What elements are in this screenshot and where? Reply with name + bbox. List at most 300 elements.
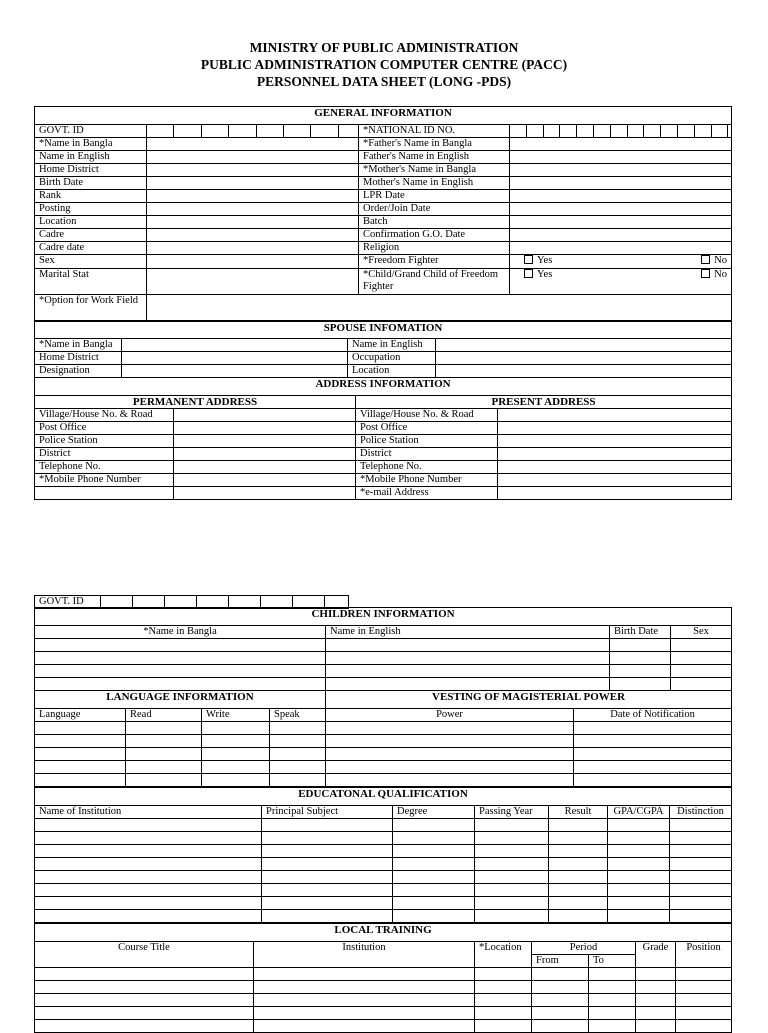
present-address-label: *Mobile Phone Number — [356, 474, 498, 487]
education-cell[interactable] — [262, 845, 393, 858]
language-cell[interactable] — [35, 774, 126, 787]
education-cell[interactable] — [608, 819, 670, 832]
id-digit-box[interactable] — [660, 125, 677, 137]
training-cell[interactable] — [589, 1020, 636, 1033]
child-birth-date-cell[interactable] — [610, 639, 671, 652]
education-cell[interactable] — [262, 832, 393, 845]
child-sex-cell[interactable] — [671, 665, 732, 678]
education-cell[interactable] — [608, 910, 670, 923]
general-left-label: *Option for Work Field — [35, 295, 147, 321]
permanent-address-value[interactable] — [174, 448, 356, 461]
spouse-information-title: SPOUSE INFOMATION — [35, 322, 732, 339]
training-cell[interactable] — [532, 994, 589, 1007]
power-cell[interactable] — [326, 735, 574, 748]
training-cell[interactable] — [636, 994, 676, 1007]
present-address-label: *e-mail Address — [356, 487, 498, 500]
read-cell[interactable] — [126, 748, 202, 761]
education-cell[interactable] — [393, 897, 475, 910]
general-row — [35, 190, 732, 203]
training-cell[interactable] — [676, 968, 732, 981]
training-cell[interactable] — [35, 968, 254, 981]
training-cell[interactable] — [532, 1007, 589, 1020]
child-birth-date-cell[interactable] — [610, 665, 671, 678]
read-cell[interactable] — [126, 761, 202, 774]
general-left-value[interactable] — [147, 255, 359, 269]
spouse-left-label: *Name in Bangla — [35, 339, 122, 352]
education-cell[interactable] — [549, 858, 608, 871]
permanent-address-value[interactable] — [174, 435, 356, 448]
magisterial-col-date: Date of Notification — [574, 709, 732, 722]
general-right-label: *Mother's Name in Bangla — [359, 164, 510, 177]
general-left-value[interactable] — [147, 164, 359, 177]
training-cell[interactable] — [589, 1007, 636, 1020]
education-col-header: Result — [549, 806, 608, 819]
present-address-value[interactable] — [498, 461, 732, 474]
education-cell[interactable] — [35, 858, 262, 871]
id-digit-box[interactable] — [694, 125, 711, 137]
general-row — [35, 216, 732, 229]
general-left-value[interactable] — [147, 151, 359, 164]
national-id-label: *NATIONAL ID NO. — [359, 125, 510, 138]
permanent-address-label: District — [35, 448, 174, 461]
power-cell[interactable] — [326, 722, 574, 735]
id-digit-box[interactable] — [201, 125, 228, 137]
general-left-value[interactable] — [147, 242, 359, 255]
present-address-label: Village/House No. & Road — [356, 409, 498, 422]
notification-date-cell[interactable] — [574, 774, 732, 787]
education-cell[interactable] — [393, 910, 475, 923]
education-cell[interactable] — [670, 897, 732, 910]
training-col-institution: Institution — [254, 942, 475, 968]
training-col-course-title: Course Title — [35, 942, 254, 968]
magisterial-col-power: Power — [326, 709, 574, 722]
general-information-table — [34, 106, 732, 321]
power-cell[interactable] — [326, 774, 574, 787]
general-right-value[interactable] — [510, 229, 732, 242]
permanent-address-label — [35, 487, 174, 500]
education-cell[interactable] — [608, 884, 670, 897]
training-cell[interactable] — [475, 968, 532, 981]
education-table — [34, 787, 732, 923]
child-name-bangla-cell[interactable] — [35, 665, 326, 678]
education-cell[interactable] — [670, 845, 732, 858]
education-cell[interactable] — [393, 845, 475, 858]
education-cell[interactable] — [393, 832, 475, 845]
id-digit-box[interactable] — [338, 125, 359, 137]
general-right-label: Confirmation G.O. Date — [359, 229, 510, 242]
govt-id-boxes[interactable] — [147, 125, 359, 138]
education-title: EDUCATONAL QUALIFICATION — [35, 788, 732, 806]
notification-date-cell[interactable] — [574, 722, 732, 735]
general-left-value[interactable] — [147, 269, 359, 295]
education-col-header: Distinction — [670, 806, 732, 819]
education-cell[interactable] — [608, 845, 670, 858]
speak-cell[interactable] — [270, 774, 326, 787]
general-left-value[interactable] — [147, 229, 359, 242]
training-cell[interactable] — [676, 981, 732, 994]
education-cell[interactable] — [475, 858, 549, 871]
id-digit-box[interactable] — [727, 125, 731, 137]
general-right-value[interactable] — [510, 216, 732, 229]
education-cell[interactable] — [35, 884, 262, 897]
education-cell[interactable] — [475, 897, 549, 910]
govt-id-label: GOVT. ID — [35, 125, 147, 138]
general-information-title: GENERAL INFORMATION — [35, 107, 732, 125]
general-left-label: Rank — [35, 190, 147, 203]
general-left-value[interactable] — [147, 216, 359, 229]
id-digit-box[interactable] — [147, 125, 173, 137]
training-cell[interactable] — [532, 1020, 589, 1033]
spouse-left-value[interactable] — [122, 365, 348, 378]
permanent-address-value[interactable] — [174, 487, 356, 500]
training-cell[interactable] — [589, 994, 636, 1007]
children-col-sex: Sex — [671, 626, 732, 639]
child-name-english-cell[interactable] — [326, 639, 610, 652]
notification-date-cell[interactable] — [574, 761, 732, 774]
education-cell[interactable] — [475, 910, 549, 923]
form-title: PERSONNEL DATA SHEET (LONG -PDS) — [256, 74, 512, 89]
id-digit-box[interactable] — [228, 125, 255, 137]
general-left-label: Name in English — [35, 151, 147, 164]
checkbox-icon[interactable] — [701, 255, 710, 264]
read-cell[interactable] — [126, 735, 202, 748]
magisterial-power-title: VESTING OF MAGISTERIAL POWER — [326, 691, 732, 709]
general-row — [35, 242, 732, 255]
yes-option[interactable] — [524, 255, 552, 267]
permanent-address-value[interactable] — [174, 461, 356, 474]
child-birth-date-cell[interactable] — [610, 678, 671, 691]
education-cell[interactable] — [262, 858, 393, 871]
education-col-header: Passing Year — [475, 806, 549, 819]
children-col-name-bangla: *Name in Bangla — [35, 626, 326, 639]
id-digit-box[interactable] — [593, 125, 610, 137]
ministry-title: MINISTRY OF PUBLIC ADMINISTRATION — [249, 40, 519, 55]
education-cell[interactable] — [35, 910, 262, 923]
education-col-header: Name of Institution — [35, 806, 262, 819]
id-digit-box[interactable] — [643, 125, 660, 137]
child-name-bangla-cell[interactable] — [35, 639, 326, 652]
id-digit-box[interactable] — [510, 125, 526, 137]
training-cell[interactable] — [254, 1007, 475, 1020]
general-right-value[interactable] — [510, 177, 732, 190]
yes-label: Yes — [537, 255, 553, 266]
training-cell[interactable] — [475, 1020, 532, 1033]
education-cell[interactable] — [549, 871, 608, 884]
training-cell[interactable] — [254, 968, 475, 981]
present-address-value[interactable] — [498, 474, 732, 487]
education-cell[interactable] — [475, 832, 549, 845]
page2-main-table — [34, 607, 732, 787]
training-cell[interactable] — [475, 981, 532, 994]
present-address-label: Telephone No. — [356, 461, 498, 474]
education-cell[interactable] — [393, 884, 475, 897]
education-cell[interactable] — [262, 871, 393, 884]
checkbox-icon[interactable] — [524, 269, 533, 278]
children-col-name-english: Name in English — [326, 626, 610, 639]
general-right-value[interactable] — [510, 164, 732, 177]
child-name-bangla-cell[interactable] — [35, 678, 326, 691]
training-col-location: *Location — [475, 942, 532, 968]
spouse-right-value[interactable] — [436, 365, 732, 378]
language-cell[interactable] — [35, 735, 126, 748]
training-cell[interactable] — [636, 968, 676, 981]
general-row — [35, 229, 732, 242]
education-cell[interactable] — [35, 871, 262, 884]
general-right-label: LPR Date — [359, 190, 510, 203]
id-digit-box[interactable] — [543, 125, 560, 137]
education-cell[interactable] — [549, 910, 608, 923]
write-cell[interactable] — [202, 748, 270, 761]
education-cell[interactable] — [670, 910, 732, 923]
speak-cell[interactable] — [270, 748, 326, 761]
spouse-right-label: Name in English — [348, 339, 436, 352]
present-address-value[interactable] — [498, 435, 732, 448]
general-left-label: Marital Stat — [35, 269, 147, 295]
present-address-value[interactable] — [498, 409, 732, 422]
training-cell[interactable] — [676, 994, 732, 1007]
language-cell[interactable] — [35, 722, 126, 735]
id-digit-box[interactable] — [576, 125, 593, 137]
education-cell[interactable] — [608, 832, 670, 845]
no-label: No — [714, 255, 727, 266]
training-cell[interactable] — [35, 994, 254, 1007]
education-cell[interactable] — [475, 884, 549, 897]
speak-cell[interactable] — [270, 735, 326, 748]
education-cell[interactable] — [670, 832, 732, 845]
general-left-value[interactable] — [147, 138, 359, 151]
present-address-title: PRESENT ADDRESS — [356, 396, 732, 409]
general-left-value[interactable] — [147, 177, 359, 190]
education-cell[interactable] — [35, 832, 262, 845]
education-cell[interactable] — [608, 858, 670, 871]
power-cell[interactable] — [326, 748, 574, 761]
education-cell[interactable] — [35, 897, 262, 910]
permanent-address-label: *Mobile Phone Number — [35, 474, 174, 487]
general-left-label: Location — [35, 216, 147, 229]
general-right-label: *Father's Name in Bangla — [359, 138, 510, 151]
id-digit-box[interactable] — [256, 125, 283, 137]
training-cell[interactable] — [532, 968, 589, 981]
education-cell[interactable] — [393, 819, 475, 832]
education-cell[interactable] — [670, 819, 732, 832]
education-cell[interactable] — [262, 819, 393, 832]
training-cell[interactable] — [589, 968, 636, 981]
education-cell[interactable] — [549, 819, 608, 832]
spouse-right-value[interactable] — [436, 352, 732, 365]
training-col-position: Position — [676, 942, 732, 968]
training-cell[interactable] — [636, 1007, 676, 1020]
notification-date-cell[interactable] — [574, 748, 732, 761]
general-row — [35, 138, 732, 151]
children-col-birth-date: Birth Date — [610, 626, 671, 639]
training-cell[interactable] — [532, 981, 589, 994]
no-label: No — [714, 269, 727, 280]
permanent-address-label: Police Station — [35, 435, 174, 448]
id-digit-box[interactable] — [559, 125, 576, 137]
education-cell[interactable] — [670, 858, 732, 871]
permanent-address-label: Post Office — [35, 422, 174, 435]
general-right-value[interactable] — [510, 242, 732, 255]
training-cell[interactable] — [676, 1020, 732, 1033]
work-field-value[interactable] — [147, 295, 732, 321]
child-sex-cell[interactable] — [671, 678, 732, 691]
general-right-value[interactable] — [510, 138, 732, 151]
general-right-value[interactable] — [510, 203, 732, 216]
training-cell[interactable] — [636, 1020, 676, 1033]
yes-option[interactable] — [524, 269, 552, 281]
general-right-label: *Freedom Fighter — [359, 255, 510, 269]
no-option[interactable] — [701, 255, 727, 267]
read-cell[interactable] — [126, 774, 202, 787]
general-row — [35, 255, 732, 269]
general-right-label: Religion — [359, 242, 510, 255]
no-option[interactable] — [701, 269, 727, 281]
education-cell[interactable] — [35, 819, 262, 832]
education-cell[interactable] — [262, 910, 393, 923]
national-id-boxes[interactable] — [510, 125, 732, 138]
education-cell[interactable] — [549, 897, 608, 910]
general-left-label: Home District — [35, 164, 147, 177]
id-digit-box[interactable] — [677, 125, 694, 137]
present-address-value[interactable] — [498, 487, 732, 500]
training-col-grade: Grade — [636, 942, 676, 968]
address-information-title: ADDRESS INFORMATION — [35, 378, 732, 396]
education-cell[interactable] — [549, 832, 608, 845]
id-digit-box[interactable] — [526, 125, 543, 137]
training-cell[interactable] — [254, 981, 475, 994]
general-row — [35, 203, 732, 216]
child-name-bangla-cell[interactable] — [35, 652, 326, 665]
education-cell[interactable] — [393, 858, 475, 871]
general-right-label: Batch — [359, 216, 510, 229]
education-cell[interactable] — [475, 871, 549, 884]
education-col-header: Degree — [393, 806, 475, 819]
education-cell[interactable] — [549, 845, 608, 858]
permanent-address-value[interactable] — [174, 409, 356, 422]
education-cell[interactable] — [262, 884, 393, 897]
present-address-label: Post Office — [356, 422, 498, 435]
permanent-address-value[interactable] — [174, 422, 356, 435]
education-cell[interactable] — [393, 871, 475, 884]
spouse-left-label: Designation — [35, 365, 122, 378]
education-cell[interactable] — [475, 819, 549, 832]
training-cell[interactable] — [254, 1020, 475, 1033]
education-col-header: GPA/CGPA — [608, 806, 670, 819]
education-cell[interactable] — [670, 884, 732, 897]
spouse-left-value[interactable] — [122, 339, 348, 352]
local-training-table — [34, 923, 732, 1033]
education-cell[interactable] — [670, 871, 732, 884]
training-col-period: Period — [532, 942, 636, 955]
education-col-header: Principal Subject — [262, 806, 393, 819]
language-information-title: LANGUAGE INFORMATION — [35, 691, 326, 709]
write-cell[interactable] — [202, 735, 270, 748]
child-sex-cell[interactable] — [671, 652, 732, 665]
training-cell[interactable] — [636, 981, 676, 994]
education-cell[interactable] — [35, 845, 262, 858]
child-sex-cell[interactable] — [671, 639, 732, 652]
spouse-right-label: Location — [348, 365, 436, 378]
spouse-right-value[interactable] — [436, 339, 732, 352]
general-left-value[interactable] — [147, 203, 359, 216]
checkbox-icon[interactable] — [701, 269, 710, 278]
children-information-title: CHILDREN INFORMATION — [35, 608, 732, 626]
checkbox-icon[interactable] — [524, 255, 533, 264]
training-cell[interactable] — [35, 981, 254, 994]
present-address-value[interactable] — [498, 448, 732, 461]
language-cell[interactable] — [35, 761, 126, 774]
general-left-value[interactable] — [147, 190, 359, 203]
id-digit-box[interactable] — [310, 125, 337, 137]
training-cell[interactable] — [35, 1020, 254, 1033]
centre-title: PUBLIC ADMINISTRATION COMPUTER CENTRE (PACC) — [200, 57, 568, 72]
language-cell[interactable] — [35, 748, 126, 761]
speak-cell[interactable] — [270, 761, 326, 774]
training-col-to: To — [589, 955, 636, 968]
present-address-value[interactable] — [498, 422, 732, 435]
child-name-english-cell[interactable] — [326, 652, 610, 665]
general-row — [35, 164, 732, 177]
id-digit-box[interactable] — [283, 125, 310, 137]
speak-cell[interactable] — [270, 722, 326, 735]
education-cell[interactable] — [475, 845, 549, 858]
training-cell[interactable] — [475, 994, 532, 1007]
id-digit-box[interactable] — [610, 125, 627, 137]
notification-date-cell[interactable] — [574, 735, 732, 748]
write-cell[interactable] — [202, 774, 270, 787]
power-cell[interactable] — [326, 761, 574, 774]
id-digit-box[interactable] — [173, 125, 200, 137]
spouse-information-table — [34, 321, 732, 378]
training-cell[interactable] — [35, 1007, 254, 1020]
read-cell[interactable] — [126, 722, 202, 735]
general-right-label: Order/Join Date — [359, 203, 510, 216]
training-cell[interactable] — [589, 981, 636, 994]
id-digit-box[interactable] — [711, 125, 728, 137]
training-cell[interactable] — [475, 1007, 532, 1020]
spouse-left-value[interactable] — [122, 352, 348, 365]
freedom-fighter-choice[interactable] — [510, 255, 732, 269]
general-left-label: Cadre — [35, 229, 147, 242]
write-cell[interactable] — [202, 722, 270, 735]
general-row — [35, 177, 732, 190]
child-birth-date-cell[interactable] — [610, 652, 671, 665]
child-name-english-cell[interactable] — [326, 665, 610, 678]
present-address-label: Police Station — [356, 435, 498, 448]
general-left-label: Sex — [35, 255, 147, 269]
general-row — [35, 151, 732, 164]
child-name-english-cell[interactable] — [326, 678, 610, 691]
present-address-label: District — [356, 448, 498, 461]
education-cell[interactable] — [262, 897, 393, 910]
training-cell[interactable] — [676, 1007, 732, 1020]
address-information-table — [34, 377, 732, 500]
general-row — [35, 295, 732, 321]
education-cell[interactable] — [608, 871, 670, 884]
education-cell[interactable] — [549, 884, 608, 897]
permanent-address-value[interactable] — [174, 474, 356, 487]
general-right-value[interactable] — [510, 151, 732, 164]
education-cell[interactable] — [608, 897, 670, 910]
id-digit-box[interactable] — [627, 125, 644, 137]
spouse-left-label: Home District — [35, 352, 122, 365]
language-col-language: Language — [35, 709, 126, 722]
general-right-value[interactable] — [510, 190, 732, 203]
permanent-address-title: PERMANENT ADDRESS — [35, 396, 356, 409]
write-cell[interactable] — [202, 761, 270, 774]
child-freedom-fighter-choice[interactable] — [510, 269, 732, 295]
training-cell[interactable] — [254, 994, 475, 1007]
